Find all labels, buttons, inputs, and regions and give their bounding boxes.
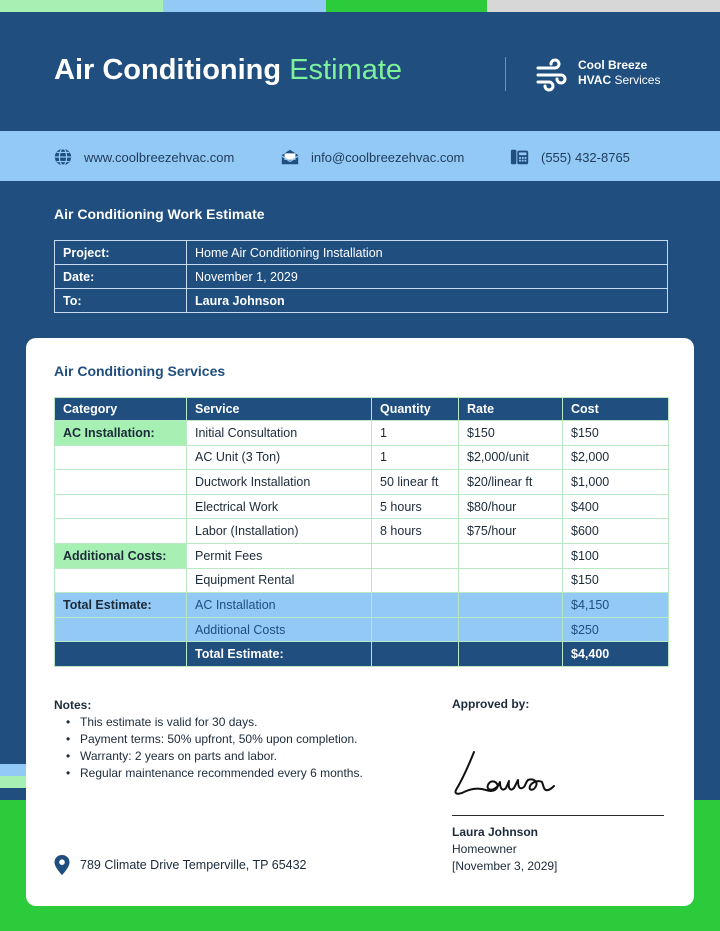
cell-cost: $250 bbox=[563, 617, 669, 642]
cell-service: Permit Fees bbox=[187, 543, 372, 568]
cell-quantity bbox=[372, 617, 459, 642]
strip-light-blue bbox=[163, 0, 326, 12]
address-text: 789 Climate Drive Temperville, TP 65432 bbox=[80, 858, 307, 872]
estimate-card bbox=[26, 338, 694, 906]
cell-cost: $2,000 bbox=[563, 445, 669, 470]
cell-category bbox=[55, 445, 187, 470]
cell-category: Additional Costs: bbox=[55, 543, 187, 568]
cell-service: Electrical Work bbox=[187, 494, 372, 519]
cell-service: Equipment Rental bbox=[187, 568, 372, 593]
wind-icon bbox=[535, 58, 569, 92]
cell-quantity bbox=[372, 642, 459, 667]
table-header-row bbox=[55, 398, 669, 421]
cell-category bbox=[55, 617, 187, 642]
cell-category: Total Estimate: bbox=[55, 593, 187, 618]
cell-category bbox=[55, 568, 187, 593]
website-text: www.coolbreezehvac.com bbox=[84, 149, 235, 165]
cell-cost: $600 bbox=[563, 519, 669, 544]
cell-rate bbox=[459, 642, 563, 667]
info-label: Project: bbox=[55, 241, 187, 265]
note-item: • Regular maintenance recommended every 6 months. bbox=[54, 765, 374, 782]
work-estimate-title: Air Conditioning Work Estimate bbox=[54, 206, 265, 222]
header-divider bbox=[505, 57, 506, 91]
contact-website[interactable] bbox=[52, 147, 234, 167]
left-blue-band bbox=[0, 764, 26, 776]
email-text: info@coolbreezehvac.com bbox=[311, 149, 465, 165]
address bbox=[54, 855, 307, 875]
cell-cost: $400 bbox=[563, 494, 669, 519]
info-label: Date: bbox=[55, 265, 187, 289]
cell-quantity bbox=[372, 543, 459, 568]
cell-rate: $75/hour bbox=[459, 519, 563, 544]
cell-quantity: 50 linear ft bbox=[372, 470, 459, 495]
work-estimate-table bbox=[54, 240, 668, 313]
note-item: • Warranty: 2 years on parts and labor. bbox=[54, 748, 374, 765]
notes-list bbox=[54, 714, 374, 782]
info-value: Home Air Conditioning Installation bbox=[187, 241, 668, 265]
signer-name: Laura Johnson bbox=[452, 825, 539, 839]
cell-cost: $150 bbox=[563, 421, 669, 446]
info-value: Laura Johnson bbox=[187, 289, 668, 313]
phone-icon bbox=[509, 147, 531, 167]
services-table bbox=[54, 397, 669, 667]
signature bbox=[452, 746, 582, 802]
strip-light-green bbox=[0, 0, 163, 12]
cell-quantity: 1 bbox=[372, 445, 459, 470]
table-row bbox=[55, 543, 669, 568]
note-item: • Payment terms: 50% upfront, 50% upon completion. bbox=[54, 731, 374, 748]
grand-total-row bbox=[55, 642, 669, 667]
header-category: Category bbox=[55, 398, 187, 421]
title-main: Air Conditioning bbox=[54, 54, 282, 86]
cell-quantity: 5 hours bbox=[372, 494, 459, 519]
table-row bbox=[55, 519, 669, 544]
signer-date: [November 3, 2029] bbox=[452, 859, 558, 873]
cell-quantity: 8 hours bbox=[372, 519, 459, 544]
brand-line-2-rest: Services bbox=[614, 73, 661, 87]
notes-title: Notes: bbox=[54, 698, 92, 712]
cell-rate bbox=[459, 543, 563, 568]
contact-phone[interactable] bbox=[509, 147, 630, 167]
info-row-project bbox=[55, 241, 668, 265]
table-row bbox=[55, 568, 669, 593]
services-title: Air Conditioning Services bbox=[54, 363, 226, 379]
cell-rate: $150 bbox=[459, 421, 563, 446]
cell-category bbox=[55, 519, 187, 544]
brand-name bbox=[578, 58, 660, 88]
brand-line-1: Cool Breeze bbox=[578, 58, 648, 72]
cell-category bbox=[55, 470, 187, 495]
globe-icon bbox=[52, 147, 74, 167]
cell-cost: $150 bbox=[563, 568, 669, 593]
grand-total-label: Total Estimate: bbox=[187, 642, 372, 667]
location-pin-icon bbox=[54, 855, 70, 875]
info-row-date bbox=[55, 265, 668, 289]
signature-line bbox=[452, 815, 664, 816]
cell-service: AC Installation bbox=[187, 593, 372, 618]
cell-rate bbox=[459, 568, 563, 593]
contact-bar bbox=[0, 131, 720, 181]
cell-service: Labor (Installation) bbox=[187, 519, 372, 544]
cell-rate bbox=[459, 617, 563, 642]
cell-category: AC Installation: bbox=[55, 421, 187, 446]
cell-service: Additional Costs bbox=[187, 617, 372, 642]
strip-green bbox=[326, 0, 487, 12]
cell-rate bbox=[459, 593, 563, 618]
grand-total-cost: $4,400 bbox=[563, 642, 669, 667]
signer-block bbox=[452, 824, 557, 875]
info-label: To: bbox=[55, 289, 187, 313]
info-value: November 1, 2029 bbox=[187, 265, 668, 289]
cell-rate: $20/linear ft bbox=[459, 470, 563, 495]
notes-section bbox=[54, 697, 374, 782]
cell-quantity bbox=[372, 593, 459, 618]
header-quantity: Quantity bbox=[372, 398, 459, 421]
cell-cost: $100 bbox=[563, 543, 669, 568]
table-row bbox=[55, 494, 669, 519]
cell-rate: $2,000/unit bbox=[459, 445, 563, 470]
title-accent: Estimate bbox=[289, 54, 403, 86]
phone-text: (555) 432-8765 bbox=[541, 149, 630, 165]
header-cost: Cost bbox=[563, 398, 669, 421]
strip-gray bbox=[487, 0, 720, 12]
header-service: Service bbox=[187, 398, 372, 421]
cell-category bbox=[55, 494, 187, 519]
header-rate: Rate bbox=[459, 398, 563, 421]
cell-rate: $80/hour bbox=[459, 494, 563, 519]
cell-service: AC Unit (3 Ton) bbox=[187, 445, 372, 470]
total-row bbox=[55, 593, 669, 618]
page-title bbox=[54, 54, 402, 87]
table-row bbox=[55, 470, 669, 495]
table-row bbox=[55, 445, 669, 470]
cell-category bbox=[55, 642, 187, 667]
left-green-band bbox=[0, 776, 26, 788]
total-row bbox=[55, 617, 669, 642]
note-item: • This estimate is valid for 30 days. bbox=[54, 714, 374, 731]
mail-icon bbox=[279, 147, 301, 167]
cell-cost: $4,150 bbox=[563, 593, 669, 618]
info-row-to bbox=[55, 289, 668, 313]
cell-cost: $1,000 bbox=[563, 470, 669, 495]
cell-service: Ductwork Installation bbox=[187, 470, 372, 495]
brand-line-2-bold: HVAC bbox=[578, 73, 612, 87]
signer-role: Homeowner bbox=[452, 842, 517, 856]
table-row bbox=[55, 421, 669, 446]
cell-quantity bbox=[372, 568, 459, 593]
approved-by-label: Approved by: bbox=[452, 697, 530, 711]
cell-service: Initial Consultation bbox=[187, 421, 372, 446]
contact-email[interactable] bbox=[279, 147, 464, 167]
top-color-strip bbox=[0, 0, 720, 12]
cell-quantity: 1 bbox=[372, 421, 459, 446]
